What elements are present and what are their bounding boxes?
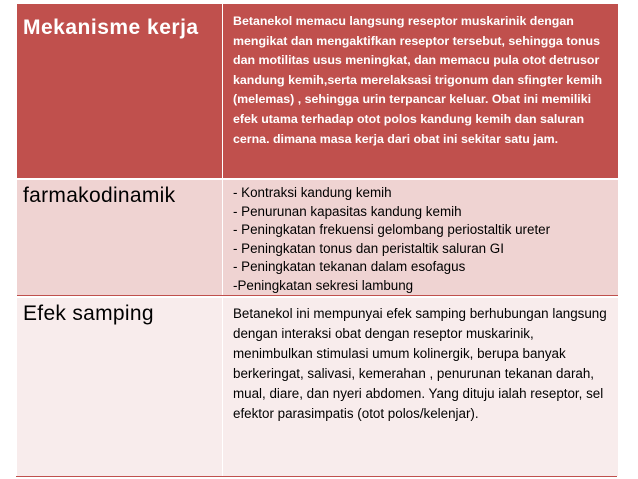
list-item: - Peningkatan tonus dan peristaltik saluran GI: [233, 240, 504, 256]
row-label: farmakodinamik: [17, 180, 223, 295]
table-bottom-border: [16, 476, 617, 477]
list-item: - Peningkatan tekanan dalam esofagus: [233, 259, 466, 275]
row-content: Betanekol ini mempunyai efek samping berhubungan langsung dengan interaksi obat dengan reseptor muskarinik, menimbulkan stimulasi umum kolinergik, berupa banyak berkeringat, salivasi, kemerahan , penurunan tekanan darah, mual, diare, dan nyeri abdomen. Yang dituju ialah reseptor, sel efektor parasimpatis (otot polos/kelenjar).: [233, 306, 607, 421]
table-row-mekanisme-kerja: [17, 2, 618, 178]
table-row-efek-samping: [17, 296, 618, 476]
list-item: - Peningkatan frekuensi gelombang periostaltik ureter: [233, 222, 551, 238]
list-item: - Kontraksi kandung kemih: [233, 185, 392, 200]
row-content-list: [223, 180, 618, 295]
row-label: Mekanisme kerja: [17, 4, 223, 178]
row-content: Betanekol memacu langsung reseptor muskarinik dengan mengikat dan mengaktifkan reseptor tersebut, sehingga tonus dan motilitas usus meningkat, dan memacu pula otot detrusor kandung kemih,serta merelaksasi trigonum dan sfingter kemih (melemas) , sehingga urin terpancar keluar. Obat ini memiliki efek utama terhadap otot polos kandung kemih dan saluran cerna. dimana masa kerja dari obat ini sekitar satu jam.: [233, 14, 603, 146]
table-row-farmakodinamik: [17, 178, 618, 296]
list-item: -Peningkatan sekresi lambung: [233, 277, 414, 293]
row-label: Efek samping: [17, 298, 223, 476]
drug-info-table: [16, 2, 618, 476]
list-item: - Penurunan kapasitas kandung kemih: [233, 203, 462, 219]
